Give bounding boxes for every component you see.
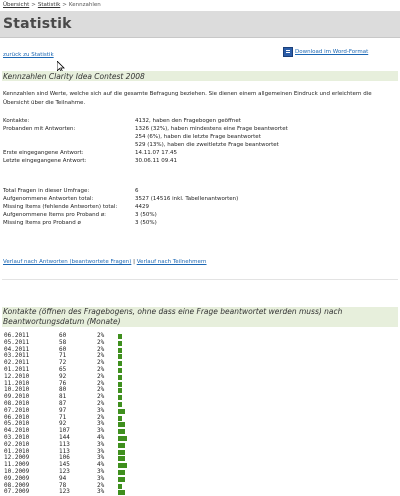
stats-value: 3527 (14516 inkl. Tabellenantworten) xyxy=(135,196,239,202)
row-date: 06.2011 xyxy=(4,332,30,339)
breadcrumb-separator: > xyxy=(62,2,67,8)
stats-value: 254 (6%), haben die letzte Frage beantwortet xyxy=(135,134,261,140)
row-date: 07.2010 xyxy=(4,406,30,414)
page-title: Statistik xyxy=(3,16,72,32)
row-bar xyxy=(118,361,122,366)
row-date: 12.2009 xyxy=(4,454,30,462)
stats-label: Missing Items (fehlende Antworten) total: xyxy=(3,204,118,210)
row-percent: 3% xyxy=(97,467,105,475)
row-date: 04.2011 xyxy=(4,345,30,353)
row-bar xyxy=(118,375,122,380)
row-count: 94 xyxy=(59,474,67,482)
stats-row xyxy=(3,117,393,125)
history-links xyxy=(3,259,207,265)
row-percent: 2% xyxy=(97,386,105,394)
stats-value: 30.06.11 09.41 xyxy=(135,158,177,164)
row-date: 11.2009 xyxy=(4,461,30,469)
intro-text: Kennzahlen sind Werte, welche sich auf die gesamte Befragung beziehen. Sie dienen einem allgemeinen Eindruck und erleichtern die Übersicht über die Teilnahme. xyxy=(3,91,372,106)
stats-label: Total Fragen in dieser Umfrage: xyxy=(3,188,90,194)
breadcrumb-link-uebersicht[interactable]: Übersicht xyxy=(3,2,30,8)
row-date: 01.2010 xyxy=(4,447,30,455)
row-date: 07.2009 xyxy=(4,488,30,496)
row-bar xyxy=(118,388,122,393)
row-date: 10.2010 xyxy=(4,386,30,394)
row-count: 92 xyxy=(59,420,67,428)
row-count: 113 xyxy=(59,440,70,448)
row-percent: 2% xyxy=(97,332,105,339)
row-percent: 3% xyxy=(97,406,105,414)
row-count: 107 xyxy=(59,427,70,435)
breadcrumb-separator: > xyxy=(31,2,36,8)
row-percent: 3% xyxy=(97,420,105,428)
row-count: 80 xyxy=(59,386,67,394)
row-percent: 4% xyxy=(97,461,105,469)
stats-label: Letzte eingegangene Antwort: xyxy=(3,158,87,164)
row-count: 65 xyxy=(59,365,67,373)
row-count: 92 xyxy=(59,372,67,380)
download-word-link[interactable]: Download im Word-Format xyxy=(295,49,369,55)
stats-value: 3 (50%) xyxy=(135,212,157,218)
stats-value: 4429 xyxy=(135,204,149,210)
row-date: 11.2010 xyxy=(4,379,30,387)
row-date: 09.2010 xyxy=(4,393,30,401)
row-date: 08.2010 xyxy=(4,399,30,407)
row-date: 10.2009 xyxy=(4,467,30,475)
row-percent: 2% xyxy=(97,365,105,373)
row-percent: 2% xyxy=(97,338,105,346)
stats-row xyxy=(3,187,393,195)
row-count: 123 xyxy=(59,488,70,496)
row-count: 113 xyxy=(59,447,70,455)
stats-value: 1326 (32%), haben mindestens eine Frage beantwortet xyxy=(135,126,288,132)
row-percent: 2% xyxy=(97,481,105,489)
row-percent: 2% xyxy=(97,359,105,367)
row-date: 09.2009 xyxy=(4,474,30,482)
stats-row xyxy=(3,195,393,203)
page-header xyxy=(0,11,400,38)
stats-label: Aufgenommene Items pro Proband ø: xyxy=(3,212,107,218)
row-bar xyxy=(118,477,125,482)
divider xyxy=(2,279,398,280)
row-date: 05.2011 xyxy=(4,338,30,346)
row-count: 76 xyxy=(59,379,67,387)
row-percent: 3% xyxy=(97,488,105,496)
row-count: 71 xyxy=(59,352,67,360)
stats-row xyxy=(3,149,393,157)
contacts-title: Kontakte (öffnen des Fragebogens, ohne dass eine Frage beantwortet werden muss) nach Beantwortungsdatum (Monate) xyxy=(3,307,343,326)
row-count: 60 xyxy=(59,332,67,339)
row-percent: 3% xyxy=(97,440,105,448)
row-bar xyxy=(118,436,127,441)
row-percent: 3% xyxy=(97,427,105,435)
row-date: 01.2011 xyxy=(4,365,30,373)
breadcrumb-current: Kennzahlen xyxy=(68,2,101,8)
row-count: 106 xyxy=(59,454,70,462)
row-percent: 2% xyxy=(97,372,105,380)
row-bar xyxy=(118,334,122,339)
history-by-participants-link[interactable]: Verlauf nach Teilnehmern xyxy=(136,259,207,265)
row-percent: 2% xyxy=(97,413,105,421)
row-bar xyxy=(118,395,122,400)
row-percent: 3% xyxy=(97,454,105,462)
row-count: 145 xyxy=(59,461,70,469)
stats-value: 14.11.07 17.45 xyxy=(135,150,177,156)
row-date: 08.2009 xyxy=(4,481,30,489)
row-bar xyxy=(118,490,125,495)
stats-label: Erste eingegangene Antwort: xyxy=(3,150,84,156)
row-date: 06.2010 xyxy=(4,413,30,421)
row-bar xyxy=(118,484,122,489)
row-date: 02.2011 xyxy=(4,359,30,367)
history-by-answers-link[interactable]: Verlauf nach Antworten (beantwortete Fragen) xyxy=(3,259,132,265)
row-bar xyxy=(118,450,125,455)
row-date: 03.2011 xyxy=(4,352,30,360)
row-percent: 2% xyxy=(97,379,105,387)
row-date: 12.2010 xyxy=(4,372,30,380)
stats-value: 6 xyxy=(135,188,139,194)
stats-row xyxy=(3,125,393,133)
row-percent: 2% xyxy=(97,399,105,407)
back-to-statistik-link[interactable]: zurück zu Statistik xyxy=(3,52,54,58)
row-bar xyxy=(118,402,122,407)
row-date: 02.2010 xyxy=(4,440,30,448)
stats-label: Missing Items pro Proband ø xyxy=(3,220,81,226)
row-count: 58 xyxy=(59,338,67,346)
breadcrumb-link-statistik[interactable]: Statistik xyxy=(37,2,61,8)
row-count: 78 xyxy=(59,481,67,489)
stats-value: 3 (50%) xyxy=(135,220,157,226)
row-bar xyxy=(118,409,125,414)
stats-row xyxy=(3,141,393,149)
row-percent: 2% xyxy=(97,352,105,360)
stats-value: 529 (13%), haben die zweitletzte Frage beantwortet xyxy=(135,142,279,148)
breadcrumb xyxy=(3,2,101,8)
row-count: 87 xyxy=(59,399,67,407)
row-percent: 2% xyxy=(97,345,105,353)
links-separator: | xyxy=(133,259,135,265)
row-percent: 4% xyxy=(97,433,105,441)
stats-row xyxy=(3,157,393,165)
row-count: 60 xyxy=(59,345,67,353)
row-bar xyxy=(118,416,122,421)
stats-row xyxy=(3,203,393,211)
section-title: Kennzahlen Clarity Idea Contest 2008 xyxy=(3,72,145,81)
row-count: 71 xyxy=(59,413,67,421)
row-percent: 2% xyxy=(97,393,105,401)
row-bar xyxy=(118,341,122,346)
word-document-icon[interactable] xyxy=(283,47,293,57)
row-count: 97 xyxy=(59,406,67,414)
row-bar xyxy=(118,354,122,359)
stats-row xyxy=(3,219,393,227)
row-date: 05.2010 xyxy=(4,420,30,428)
row-date: 04.2010 xyxy=(4,427,30,435)
row-bar xyxy=(118,443,125,448)
row-bar xyxy=(118,368,122,373)
stats-label: Probanden mit Antworten: xyxy=(3,126,76,132)
row-count: 123 xyxy=(59,467,70,475)
row-bar xyxy=(118,456,125,461)
stats-row xyxy=(3,133,393,141)
row-percent: 3% xyxy=(97,447,105,455)
stats-label: Kontakte: xyxy=(3,118,30,124)
row-bar xyxy=(118,470,125,475)
row-count: 144 xyxy=(59,433,70,441)
row-date: 03.2010 xyxy=(4,433,30,441)
download-word-link-group[interactable] xyxy=(283,47,368,57)
row-bar xyxy=(118,382,122,387)
row-bar xyxy=(118,463,127,468)
row-bar xyxy=(118,429,125,434)
stats-row xyxy=(3,211,393,219)
row-bar xyxy=(118,422,125,427)
stats-value: 4132, haben den Fragebogen geöffnet xyxy=(135,118,241,124)
row-bar xyxy=(118,348,122,353)
row-percent: 3% xyxy=(97,474,105,482)
row-count: 72 xyxy=(59,359,67,367)
stats-label: Aufgenommene Antworten total: xyxy=(3,196,94,202)
row-count: 81 xyxy=(59,393,67,401)
